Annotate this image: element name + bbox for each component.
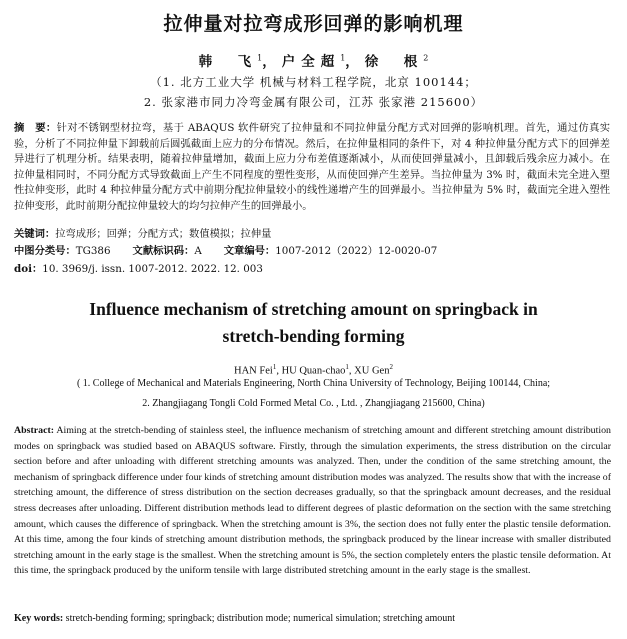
keywords-label: 关键词： [14, 228, 56, 240]
doi-line [14, 262, 610, 277]
english-authors: HAN Fei$^1$, HU Quan-chao$^1$, XU Gen$^2$ [234, 363, 393, 377]
keywords-text: stretch-bending forming; springback; distribution mode; numerical simulation; stretching amount [65, 613, 456, 624]
clc-label: 中图分类号： [14, 245, 76, 257]
doi-value: 10. 3969/j. issn. 1007-2012. 2022. 12. 003 [42, 263, 263, 275]
doi-label: doi： [14, 263, 43, 275]
author-affiliation-marker: 2 [423, 53, 429, 63]
abstract-text: Aiming at the stretch-bending of stainless steel, the influence mechanism of stretching amount and different stretching amount distribution modes on springback was studied based on ABAQUS software. Firstly, through the simulation experiments, the stress distribution on the circular section before and after unloading with different stretching amounts was analyzed. Then, under the condition of the same stretching amount, the mechanism of springback difference under four kinds of stretching amount distribution modes was analyzed. The results show that with the increase of stretching amount, the difference of stress distribution on the section decreases gradually, so that the springback amount decreases, and the residual stress decreases after unloading. Different distribution methods lead to different degrees of plastic deformation on the section with the same stretching amount, which causes the difference of springback. When the stretching amount is 3%, the section does not fully enter the plastic tensile deformation. At this time, among the four kinds of stretching amount distribution methods, the springback produced by the linear increase with smaller distributed stretching amount in the early stage is the smallest. When the stretching amount is 5%, the section completely enters the plastic tensile deformation. At this time, the springback produced by the uniform tensile with large distributed stretching amount in the early stage is the smallest. [14, 425, 611, 577]
author-affiliation-marker: 1 [340, 53, 346, 63]
clc-value: TG386 [75, 245, 111, 257]
english-title [0, 296, 627, 350]
author-affiliation-marker: 2 [389, 363, 393, 371]
keywords-label: Key words: [14, 613, 64, 624]
english-abstract [14, 423, 611, 579]
author-affiliation-marker: 1 [272, 363, 277, 371]
article-number-label: 文章编号： [223, 245, 276, 257]
abstract-label: 摘 要： [14, 122, 57, 134]
keywords-text: 拉弯成形；回弹；分配方式；数值模拟；拉伸量 [55, 228, 272, 240]
chinese-affiliation-2: 2. 张家港市同力冷弯金属有限公司，江苏 张家港 215600） [143, 95, 484, 109]
author-affiliation-marker: 1 [257, 53, 263, 63]
document-code-value: A [194, 245, 202, 257]
english-keywords [14, 611, 611, 626]
document-code-label: 文献标识码： [132, 245, 195, 257]
author-name: 徐 根 [364, 54, 424, 70]
chinese-keywords [14, 227, 610, 242]
author-affiliation-marker: 1 [345, 363, 349, 371]
chinese-abstract [14, 121, 610, 215]
english-affiliation-2: 2. Zhangjiagang Tongli Cold Formed Metal Co. , Ltd. , Zhangjiagang 215600, China) [142, 398, 485, 409]
english-title-line-1: Influence mechanism of stretching amount on springback in [89, 299, 538, 319]
english-title-line-2: stretch-bending forming [222, 326, 405, 346]
author-name: XU Gen [354, 365, 390, 377]
english-affiliation-1: ( 1. College of Mechanical and Materials Engineering, North China University of Technology, Beijing 100144, China; [76, 378, 551, 389]
author-name: HAN Fei [234, 365, 273, 377]
abstract-text: 针对不锈钢型材拉弯，基于 ABAQUS 软件研究了拉伸量和不同拉伸量分配方式对回弹的影响机理。首先，通过仿真实验，分析了不同拉伸量下卸载前后圆弧截面上应力的分布情况。然后，在拉伸量相同的条件下，对 4 种拉伸量分配方式下的回弹差异进行了机理分析。结果表明，随着拉伸量增加，截面上应力分布差值逐渐减小，从而使回弹量减小，且卸载后残余应力减小。在拉伸量相同时，不同分配方式导致截面上产生不同程度的塑性变形，从而使回弹产生差异。当拉伸量为 3% 时，截面未完全进入塑性拉伸变形，此时 4 种拉伸量分配方式中前期分配拉伸量较小的线性递增产生的回弹最小。当拉伸量为 5% 时，截面完全进入塑性拉伸变形，此时前期分配拉伸量较大的均匀拉伸产生的回弹最小。 [14, 122, 610, 212]
classification-line [14, 244, 610, 259]
author-name: 户全超 [281, 54, 341, 70]
chinese-affiliation-1: （1. 北方工业大学 机械与材料工程学院，北京 100144； [150, 75, 477, 89]
chinese-title: 拉伸量对拉弯成形回弹的影响机理 [163, 13, 464, 35]
author-name: 韩 飞 [198, 54, 258, 70]
author-name: HU Quan-chao [281, 365, 346, 377]
article-number-value: 1007-2012（2022）12-0020-07 [275, 245, 438, 257]
abstract-label: Abstract: [14, 425, 55, 436]
chinese-authors: 韩 飞$^1$，户全超$^1$，徐 根$^2$ [198, 53, 429, 70]
